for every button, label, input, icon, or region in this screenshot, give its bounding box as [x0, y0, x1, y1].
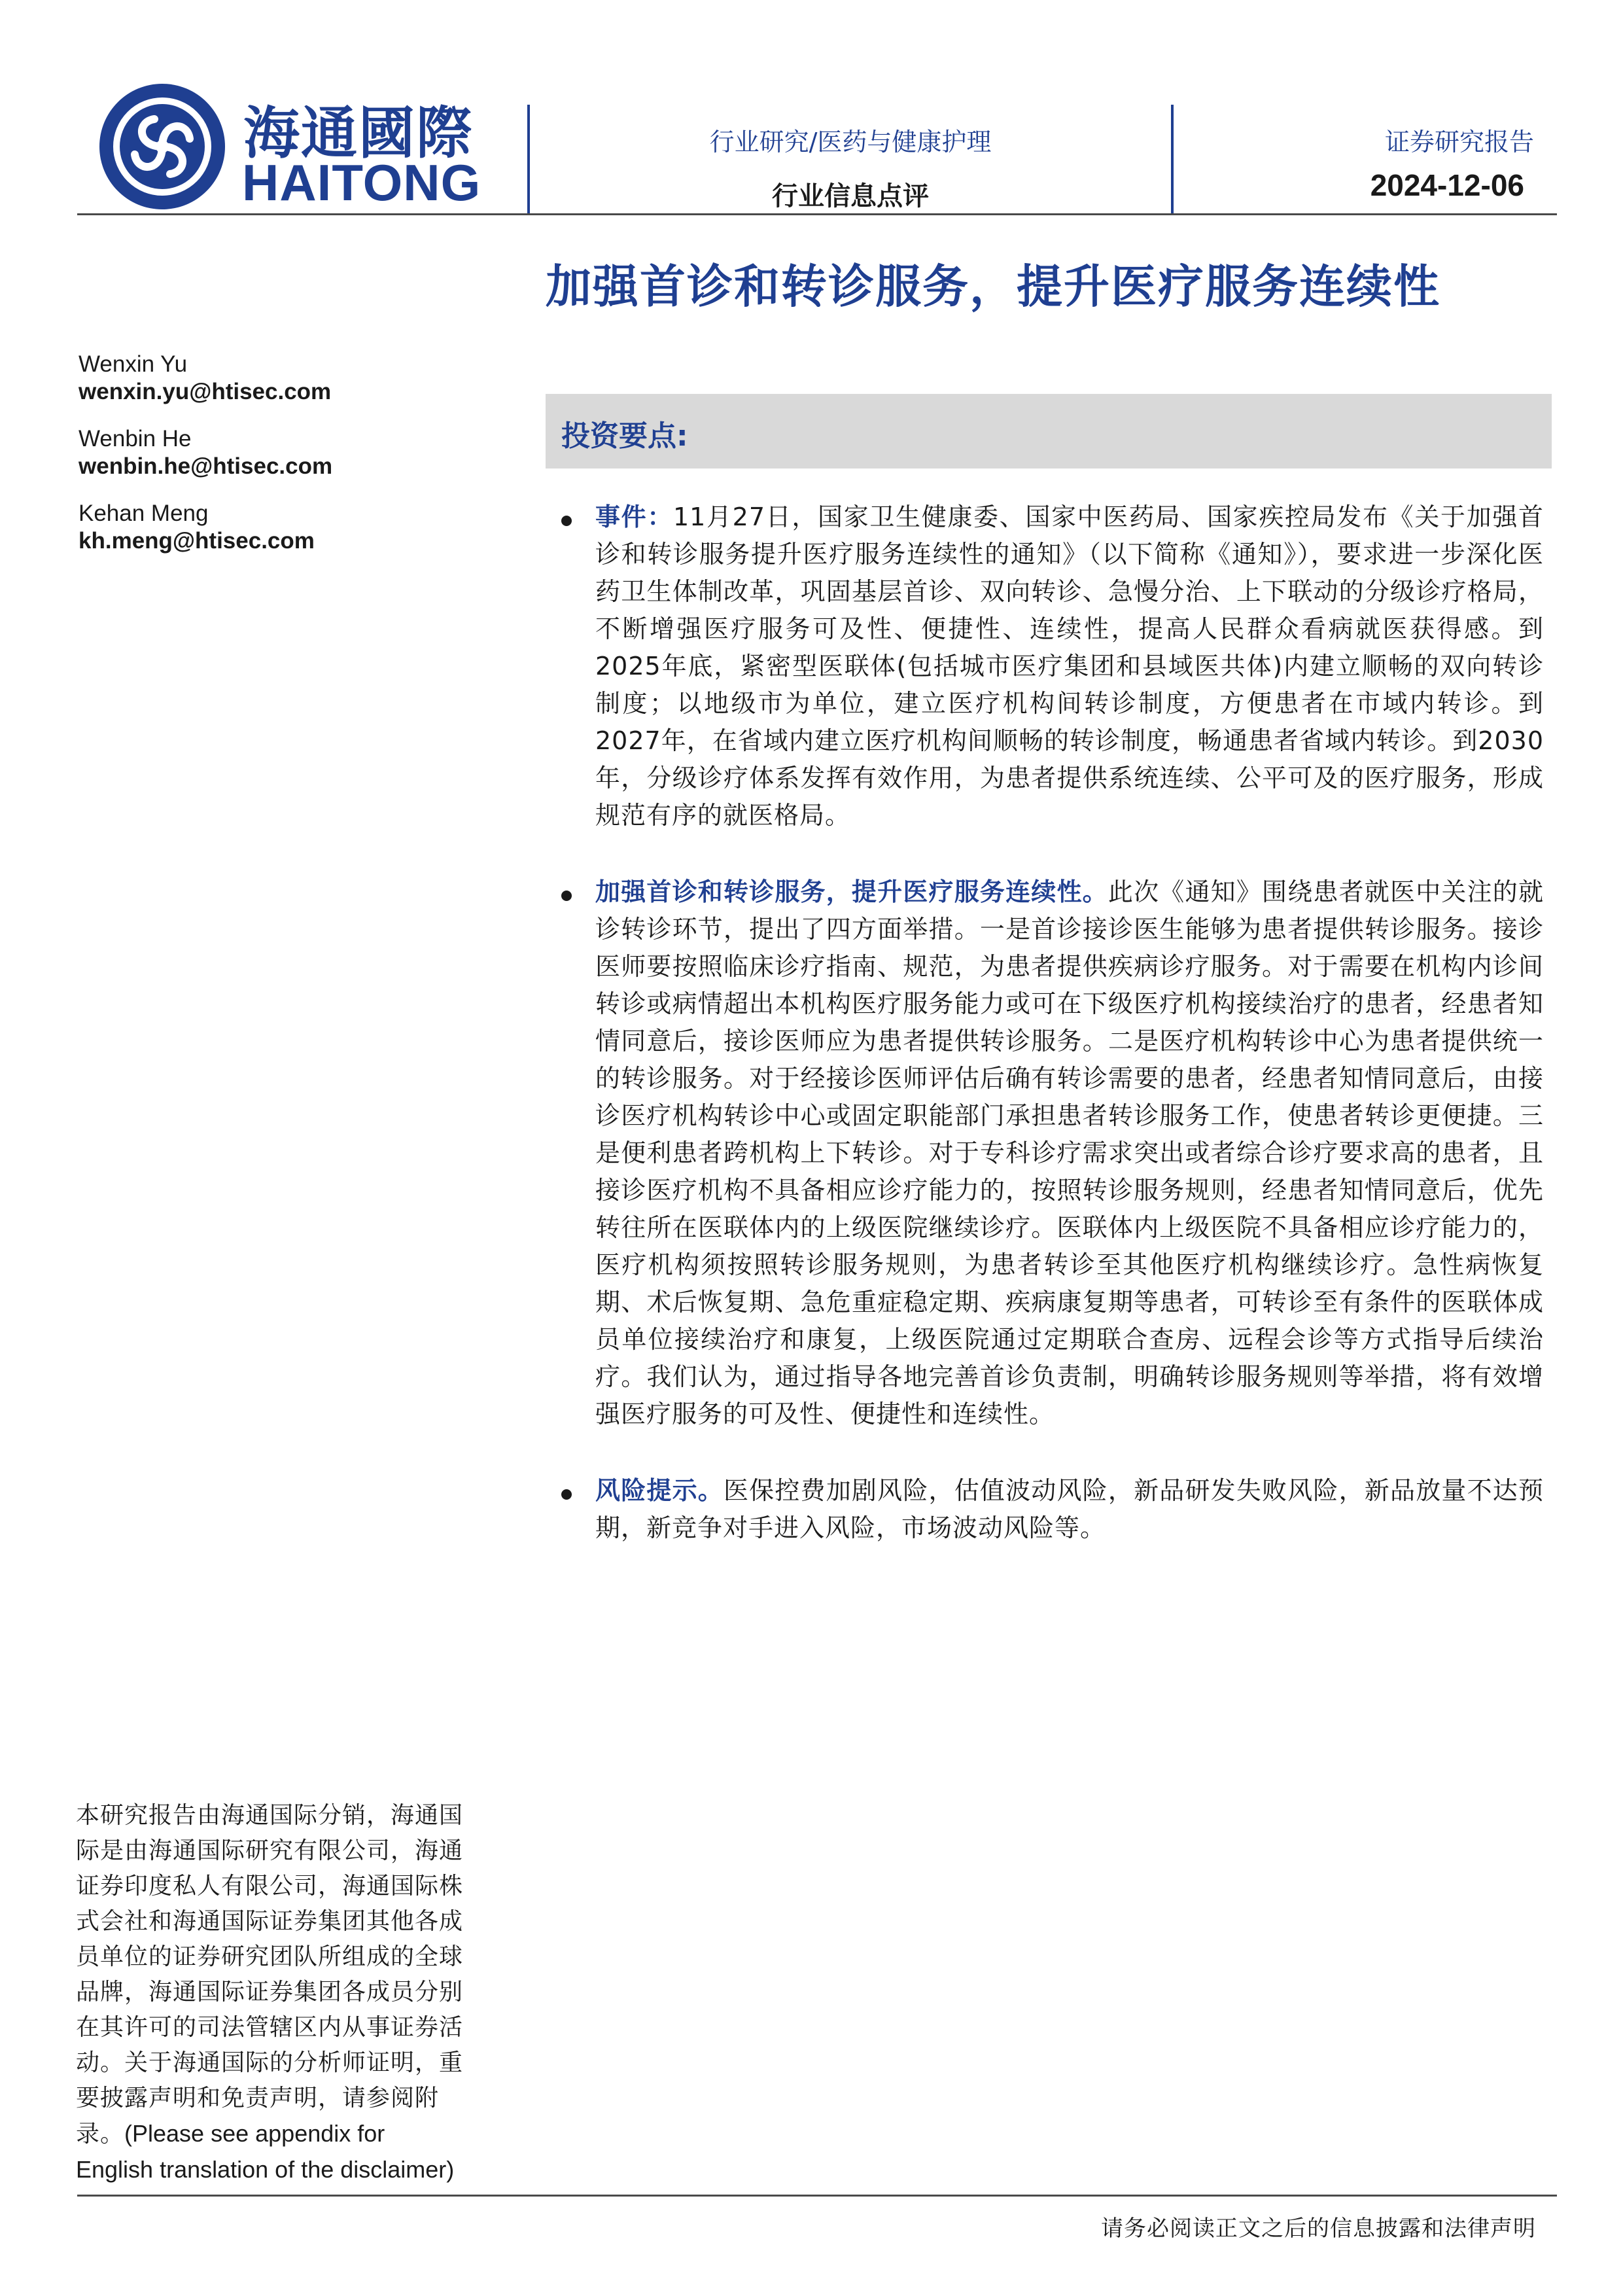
bullet-risk [556, 1472, 1544, 1547]
disclaimer-chinese: 本研究报告由海通国际分销，海通国际是由海通国际研究有限公司，海通证券印度私人有限公司，海通国际株式会社和海通国际证券集团其他各成员单位的证券研究团队所组成的全球品牌，海通国际证券集团各成员分别在其许可的司法管辖区内从事证券活动。关于海通国际的分析师证明，重要披露声明和免责声明，请参阅附录。 [76, 1802, 464, 2147]
haitong-logo [97, 81, 515, 212]
key-points-body [556, 499, 1544, 1586]
disclaimer-english: (Please see appendix for English translation of the disclaimer) [76, 2120, 455, 2183]
bullet-lead: 加强首诊和转诊服务，提升医疗服务连续性。 [595, 877, 1108, 906]
bullet-text: 此次《通知》围绕患者就医中关注的就诊转诊环节，提出了四方面举措。一是首诊接诊医生能够为患者提供转诊服务。接诊医师要按照临床诊疗指南、规范，为患者提供疾病诊疗服务。对于需要在机构内诊间转诊或病情超出本机构医疗服务能力或可在下级医疗机构接续治疗的患者，经患者知情同意后，接诊医师应为患者提供转诊服务。二是医疗机构转诊中心为患者提供统一的转诊服务。对于经接诊医师评估后确有转诊需要的患者，经患者知情同意后，由接诊医疗机构转诊中心或固定职能部门承担患者转诊服务工作，使患者转诊更便捷。三是便利患者跨机构上下转诊。对于专科诊疗需求突出或者综合诊疗要求高的患者，且接诊医疗机构不具备相应诊疗能力的，按照转诊服务规则，经患者知情同意后，优先转往所在医联体内的上级医院继续诊疗。医联体内上级医院不具备相应诊疗能力的，医疗机构须按照转诊服务规则，为患者转诊至其他医疗机构继续诊疗。急性病恢复期、术后恢复期、急危重症稳定期、疾病康复期等患者，可转诊至有条件的医联体成员单位接续治疗和康复，上级医院通过定期联合查房、远程会诊等方式指导后续治疗。我们认为，通过指导各地完善首诊负责制，明确转诊服务规则等举措，将有效增强医疗服务的可及性、便捷性和连续性。 [595, 877, 1544, 1428]
author-name: Wenbin He [79, 426, 192, 451]
report-label: 证券研究报告 [1384, 128, 1534, 156]
disclaimer [76, 1798, 468, 2188]
report-title: 加强首诊和转诊服务，提升医疗服务连续性 [546, 260, 1440, 313]
author-entry [79, 425, 445, 480]
key-points-label: 投资要点: [561, 419, 688, 453]
key-points-bar [546, 394, 1552, 468]
bullet-lead: 事件： [595, 503, 673, 531]
footer-notice: 请务必阅读正文之后的信息披露和法律声明 [1101, 2216, 1536, 2242]
bullet-text: 医保控费加剧风险，估值波动风险，新品研发失败风险，新品放量不达预期，新竞争对手进入风险，市场波动风险等。 [595, 1476, 1544, 1542]
bullet-paragraph [595, 874, 1544, 1433]
author-name: Kehan Meng [79, 501, 209, 526]
report-type: 行业信息点评 [772, 181, 929, 211]
author-entry [79, 351, 445, 406]
author-name: Wenxin Yu [79, 351, 188, 377]
footer-rule [77, 2195, 1557, 2197]
author-email[interactable]: wenxin.yu@htisec.com [79, 379, 332, 404]
report-date: 2024-12-06 [1370, 168, 1524, 202]
header-divider-left [527, 105, 530, 213]
header-rule [77, 213, 1557, 215]
bullet-paragraph [595, 1472, 1544, 1547]
bullet-paragraph [595, 499, 1544, 834]
industry-category: 行业研究/医药与健康护理 [709, 128, 992, 156]
bullet-dot-icon [561, 891, 572, 901]
author-email[interactable]: wenbin.he@htisec.com [79, 453, 333, 479]
author-list [79, 351, 445, 574]
header-divider-right [1171, 105, 1174, 213]
bullet-analysis [556, 874, 1544, 1433]
bullet-lead: 风险提示。 [595, 1476, 724, 1505]
logo-chinese-name: 海通國際 [243, 101, 474, 166]
author-email[interactable]: kh.meng@htisec.com [79, 528, 315, 554]
author-entry [79, 500, 445, 555]
bullet-event [556, 499, 1544, 834]
haitong-logo-icon [97, 81, 228, 212]
bullet-dot-icon [561, 516, 572, 526]
bullet-dot-icon [561, 1489, 572, 1500]
logo-english-name: HAITONG [242, 154, 481, 211]
bullet-text: 11月27日，国家卫生健康委、国家中医药局、国家疾控局发布《关于加强首诊和转诊服务提升医疗服务连续性的通知》（以下简称《通知》），要求进一步深化医药卫生体制改革，巩固基层首诊、双向转诊、急慢分治、上下联动的分级诊疗格局，不断增强医疗服务可及性、便捷性、连续性，提高人民群众看病就医获得感。到2025年底，紧密型医联体(包括城市医疗集团和县域医共体)内建立顺畅的双向转诊制度；以地级市为单位，建立医疗机构间转诊制度，方便患者在市域内转诊。到2027年，在省域内建立医疗机构间顺畅的转诊制度，畅通患者省域内转诊。到2030年，分级诊疗体系发挥有效作用，为患者提供系统连续、公平可及的医疗服务，形成规范有序的就医格局。 [595, 503, 1544, 830]
